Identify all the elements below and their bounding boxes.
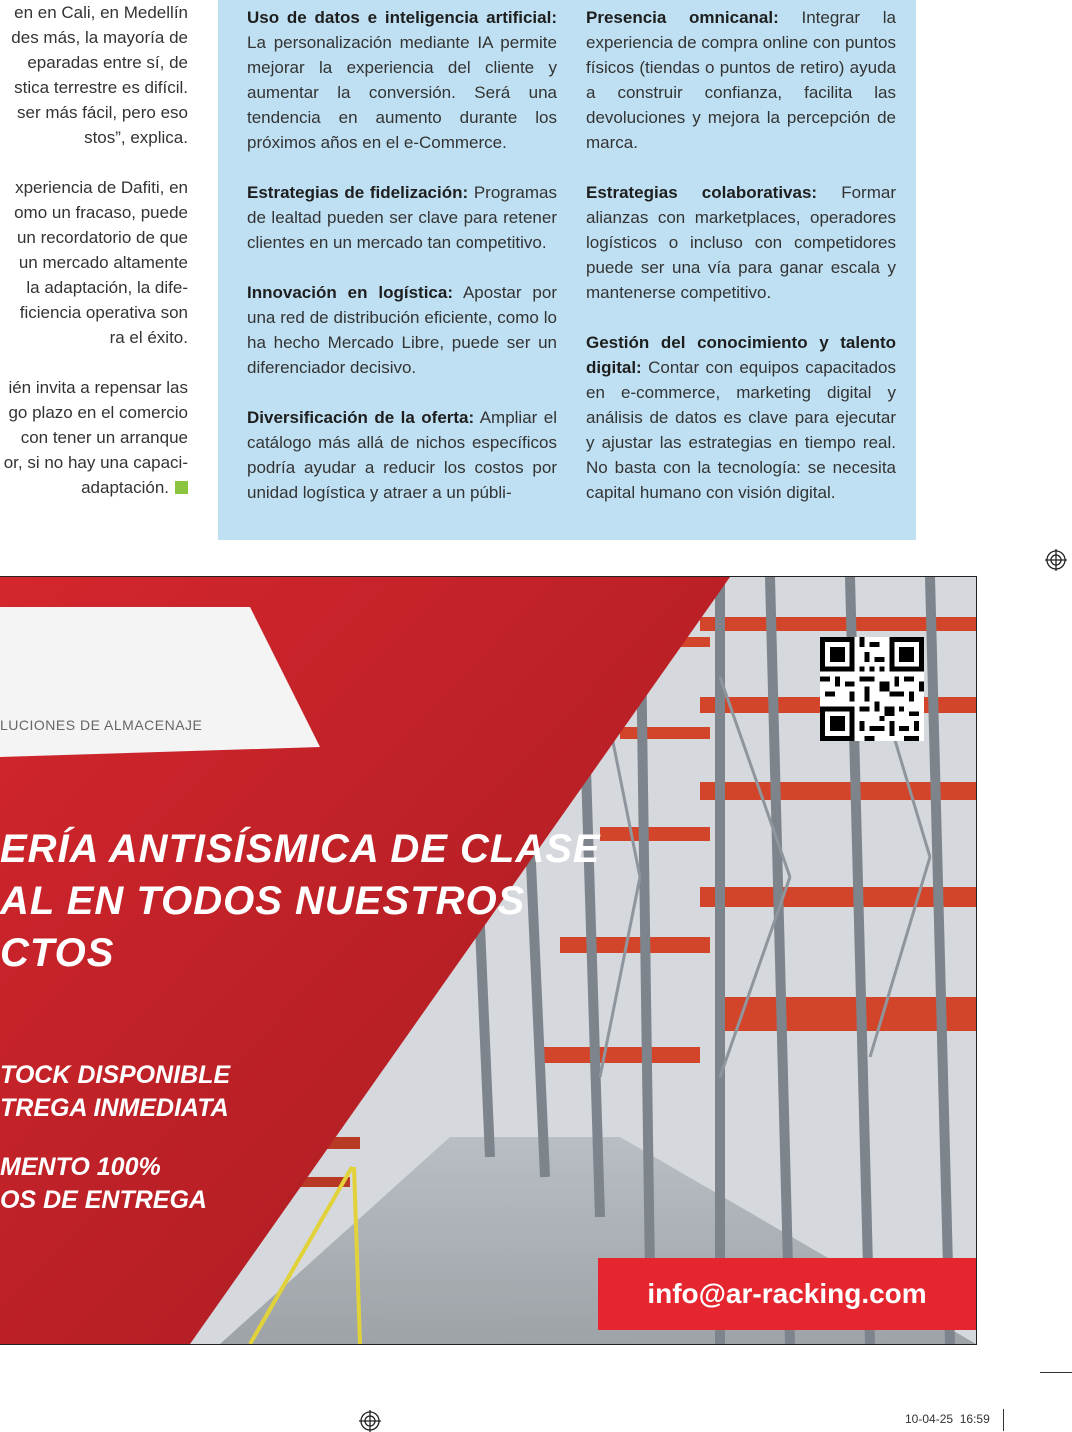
text-line: un mercado altamente: [18, 253, 188, 272]
text-line-last: [0, 475, 188, 500]
tip-item: [586, 330, 896, 505]
tip-text: La personalización mediante IA permite mejorar la experiencia del cliente y aumentar la conversión. Será una tendencia en aumento durante los próximos años en el e-Commerce.: [247, 33, 557, 152]
tip-heading: Innovación en logística:: [247, 283, 453, 302]
crop-mark: [1003, 1409, 1004, 1431]
ad-headline-line: AL EN TODOS NUESTROS: [0, 879, 526, 923]
tip-item: [247, 405, 557, 505]
ad-bullet-line: MENTO 100%: [0, 1153, 161, 1181]
text-line: or, si no hay una capaci-: [3, 453, 188, 472]
text-line-end: adaptación.: [81, 478, 169, 497]
tip-text: Contar con equipos capacitados en e-commerce, marketing digital y análisis de datos es clave para ejecutar y ajustar las estrategias en tiempo real. No basta con la tecnología: se necesita capital humano con visión digital.: [586, 358, 896, 502]
tip-heading: Gestión del conocimiento y talento digital:: [586, 333, 896, 377]
print-timestamp: [905, 1412, 990, 1426]
tip-heading: Presencia omnicanal:: [586, 8, 779, 27]
print-date: 10-04-25: [905, 1412, 954, 1426]
paragraph-3: [0, 375, 188, 500]
text-line: stos”, explica.: [84, 128, 188, 147]
crop-mark: [1040, 1372, 1072, 1373]
tips-column-2: [586, 5, 896, 530]
tip-heading: Diversificación de la oferta:: [247, 408, 475, 427]
tip-heading: Estrategias de fidelización:: [247, 183, 469, 202]
registration-mark-icon: [359, 1410, 381, 1432]
text-line: go plazo en el comercio: [8, 403, 188, 422]
paragraph-1: [0, 0, 188, 150]
tip-item: [247, 5, 557, 155]
tips-sidebar-box: [218, 0, 916, 540]
ad-headline-line: CTOS: [0, 931, 115, 975]
text-line: ra el éxito.: [109, 328, 188, 347]
text-line: la adaptación, la dife-: [26, 278, 188, 297]
tip-heading: Uso de datos e inteligencia artificial:: [247, 8, 557, 27]
text-line: xperiencia de Dafiti, en: [15, 178, 188, 197]
ad-headline: [0, 823, 601, 979]
text-line: ficiencia operativa son: [19, 303, 188, 322]
tip-heading: Estrategias colaborativas:: [586, 183, 818, 202]
end-of-article-marker: [175, 481, 188, 494]
tip-text: Formar alianzas con marketplaces, operadores logísticos o incluso con competidores puede ser una vía para ganar escala y mantenerse competitivo.: [586, 183, 896, 302]
text-line: stica terrestre es difícil.: [14, 78, 188, 97]
ad-bullet-line: OS DE ENTREGA: [0, 1186, 207, 1214]
print-time: 16:59: [959, 1412, 990, 1426]
text-line: des más, la mayoría de: [11, 28, 188, 47]
tip-item: [586, 180, 896, 305]
ad-bullet-line: TREGA INMEDIATA: [0, 1094, 229, 1122]
article-left-column: [0, 0, 188, 525]
tip-text: Integrar la experiencia de compra online con puntos físicos (tiendas o puntos de retiro) ayuda a construir confianza, facilita las devoluciones y mejora la percepción de marca.: [586, 8, 896, 152]
tip-item: [247, 180, 557, 255]
contact-email[interactable]: info@ar-racking.com: [598, 1258, 976, 1330]
ar-racking-tagline: LUCIONES DE ALMACENAJE: [0, 717, 203, 733]
ad-headline-line: ERÍA ANTISÍSMICA DE CLASE: [0, 827, 601, 871]
tip-item: [586, 5, 896, 155]
text-line: un recordatorio de que: [16, 228, 188, 247]
qr-code-icon: [820, 634, 924, 744]
tips-column-1: [247, 5, 557, 530]
text-line: en en Cali, en Medellín: [14, 3, 188, 22]
text-line: ién invita a repensar las: [8, 378, 188, 397]
ar-racking-advertisement: [0, 576, 977, 1345]
text-line: omo un fracaso, puede: [14, 203, 188, 222]
tip-text: Apostar por una red de distribución eficiente, como lo ha hecho Mercado Libre, puede ser un diferenciador decisivo.: [247, 283, 557, 377]
tip-text: Ampliar el catálogo más allá de nichos específicos podría ayudar a reducir los costos por unidad logística y atraer a un públi-: [247, 408, 557, 502]
ad-bullet-line: TOCK DISPONIBLE: [0, 1061, 231, 1089]
tip-text: Programas de lealtad pueden ser clave para retener clientes en un mercado tan competitivo.: [247, 183, 557, 252]
ad-bullets: [0, 1059, 230, 1217]
text-line: ser más fácil, pero eso: [16, 103, 188, 122]
text-line: con tener un arranque: [20, 428, 188, 447]
tip-item: [247, 280, 557, 380]
registration-mark-icon: [1045, 549, 1067, 571]
text-line: eparadas entre sí, de: [27, 53, 188, 72]
paragraph-2: [0, 175, 188, 350]
